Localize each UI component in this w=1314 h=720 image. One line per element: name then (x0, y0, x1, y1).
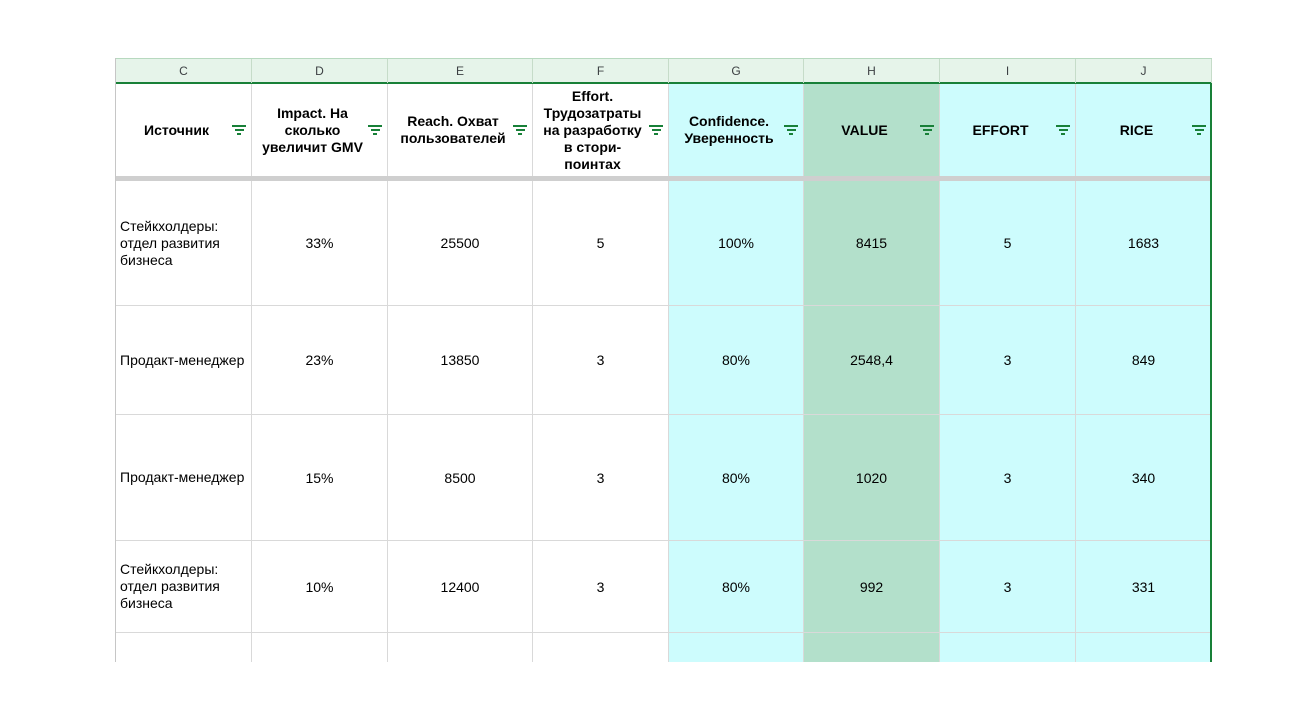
cell-impact[interactable]: 15% (252, 415, 388, 541)
cell-value[interactable]: 992 (804, 541, 940, 633)
header-cell-confidence[interactable] (669, 84, 804, 176)
cell-confidence[interactable]: 80% (669, 306, 804, 415)
cell-impact[interactable]: 33% (252, 181, 388, 306)
cell-effort-total[interactable]: 3 (940, 541, 1076, 633)
cell-confidence[interactable]: 80% (669, 541, 804, 633)
cell-reach[interactable] (388, 633, 533, 662)
cell-reach[interactable]: 25500 (388, 181, 533, 306)
table-row (116, 306, 1212, 415)
cell-effort-total[interactable]: 3 (940, 415, 1076, 541)
column-letter-f[interactable]: F (533, 59, 669, 83)
spreadsheet-grid (115, 58, 1212, 662)
filter-icon[interactable] (920, 125, 934, 135)
cell-value[interactable]: 8415 (804, 181, 940, 306)
table-row (116, 541, 1212, 633)
header-cell-value[interactable] (804, 84, 940, 176)
table-row (116, 633, 1212, 662)
column-letter-i[interactable]: I (940, 59, 1076, 83)
cell-confidence[interactable]: 80% (669, 415, 804, 541)
header-label: VALUE (841, 121, 888, 138)
cell-rice[interactable]: 849 (1076, 306, 1212, 415)
cell-source[interactable] (116, 633, 252, 662)
cell-effort[interactable]: 3 (533, 541, 669, 633)
cell-reach[interactable]: 13850 (388, 306, 533, 415)
cell-value[interactable]: 2548,4 (804, 306, 940, 415)
cell-source[interactable]: Продакт-менеджер (116, 306, 252, 415)
cell-rice[interactable]: 331 (1076, 541, 1212, 633)
header-cell-effort-total[interactable] (940, 84, 1076, 176)
cell-rice[interactable] (1076, 633, 1212, 662)
filter-icon[interactable] (232, 125, 246, 135)
cell-impact[interactable]: 10% (252, 541, 388, 633)
filter-icon[interactable] (784, 125, 798, 135)
filter-icon[interactable] (1056, 125, 1070, 135)
header-label: RICE (1119, 121, 1154, 138)
header-row (116, 84, 1212, 176)
cell-confidence[interactable] (669, 633, 804, 662)
header-label: Источник (144, 121, 209, 138)
cell-source[interactable]: Стейкхолдеры: отдел развития бизнеса (116, 181, 252, 306)
cell-rice[interactable]: 340 (1076, 415, 1212, 541)
header-cell-effort[interactable] (533, 84, 669, 176)
header-label: EFFORT (972, 121, 1029, 138)
cell-rice[interactable]: 1683 (1076, 181, 1212, 306)
filter-icon[interactable] (1192, 125, 1206, 135)
header-label: Reach. Охват пользователей (400, 113, 506, 146)
column-letter-j[interactable]: J (1076, 59, 1212, 83)
cell-reach[interactable]: 8500 (388, 415, 533, 541)
header-label: Effort. Трудозатраты на разработку в стори-поинтах (543, 87, 642, 172)
cell-impact[interactable]: 23% (252, 306, 388, 415)
column-letter-h[interactable]: H (804, 59, 940, 83)
cell-effort[interactable]: 3 (533, 306, 669, 415)
cell-source[interactable]: Продакт-менеджер (116, 415, 252, 541)
header-label: Confidence. Уверенность (684, 113, 774, 146)
table-row (116, 181, 1212, 306)
cell-source[interactable]: Стейкхолдеры: отдел развития бизнеса (116, 541, 252, 633)
column-letter-e[interactable]: E (388, 59, 533, 83)
cell-confidence[interactable]: 100% (669, 181, 804, 306)
header-cell-reach[interactable] (388, 84, 533, 176)
filter-icon[interactable] (513, 125, 527, 135)
cell-impact[interactable] (252, 633, 388, 662)
cell-effort[interactable]: 3 (533, 415, 669, 541)
column-header-bar (116, 58, 1212, 84)
filter-icon[interactable] (368, 125, 382, 135)
column-letter-c[interactable]: C (116, 59, 252, 83)
filter-icon[interactable] (649, 125, 663, 135)
cell-effort-total[interactable]: 3 (940, 306, 1076, 415)
filter-range-border (1210, 84, 1212, 662)
column-letter-d[interactable]: D (252, 59, 388, 83)
cell-effort-total[interactable] (940, 633, 1076, 662)
cell-reach[interactable]: 12400 (388, 541, 533, 633)
header-cell-rice[interactable] (1076, 84, 1212, 176)
cell-value[interactable] (804, 633, 940, 662)
header-cell-source[interactable] (116, 84, 252, 176)
header-cell-impact[interactable] (252, 84, 388, 176)
column-letter-g[interactable]: G (669, 59, 804, 83)
cell-effort-total[interactable]: 5 (940, 181, 1076, 306)
cell-effort[interactable]: 5 (533, 181, 669, 306)
cell-effort[interactable] (533, 633, 669, 662)
header-label: Impact. На сколько увеличит GMV (262, 104, 363, 155)
cell-value[interactable]: 1020 (804, 415, 940, 541)
table-row (116, 415, 1212, 541)
